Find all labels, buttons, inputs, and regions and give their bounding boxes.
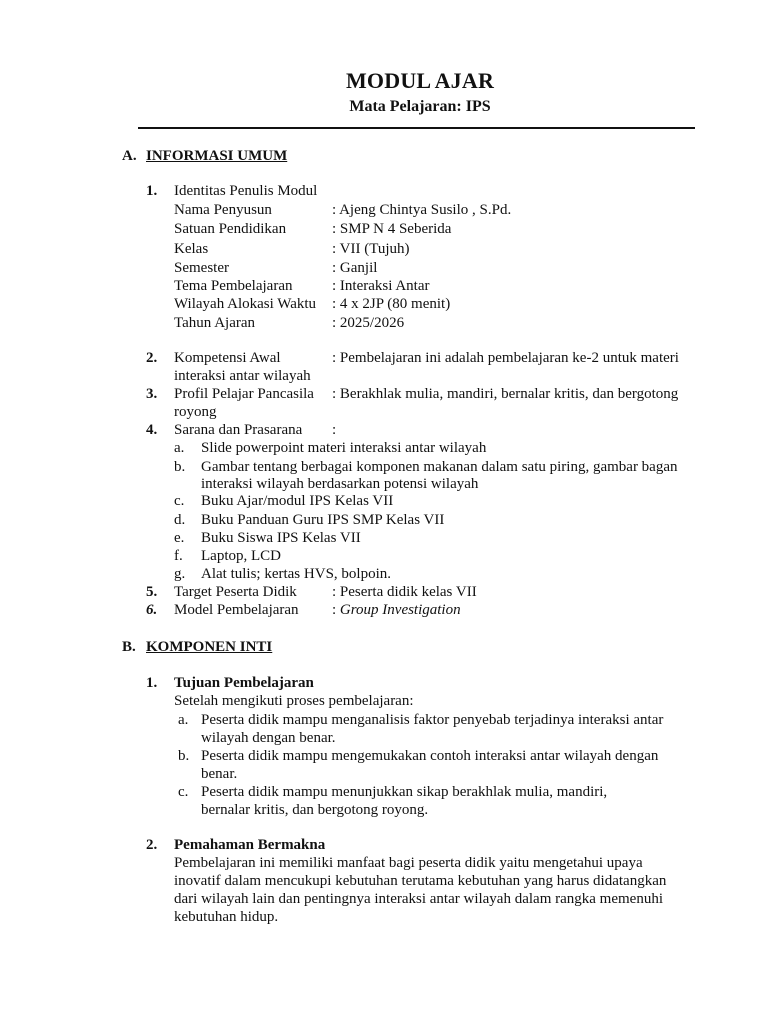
b2-title: Pemahaman Bermakna xyxy=(174,837,326,853)
list-letter: e. xyxy=(174,530,185,546)
item4-number: 4. xyxy=(146,422,158,438)
identity-value: : VII (Tujuh) xyxy=(332,241,410,257)
identity-label: Tahun Ajaran xyxy=(174,315,256,331)
list-item-continuation: benar. xyxy=(201,766,238,782)
item2-continuation: interaksi antar wilayah xyxy=(174,368,311,384)
section-a-letter: A. xyxy=(122,148,137,164)
list-item: Peserta didik mampu menganalisis faktor penyebab terjadinya interaksi antar xyxy=(201,712,664,728)
paragraph-line: inovatif dalam mencukupi kebutuhan terutama kebutuhan yang harus didatangkan xyxy=(174,873,667,889)
list-letter: c. xyxy=(178,784,189,800)
item2-value: : Pembelajaran ini adalah pembelajaran ke-2 untuk materi xyxy=(332,350,679,366)
b1-title: Tujuan Pembelajaran xyxy=(174,675,314,691)
document-title: MODUL AJAR xyxy=(345,68,495,93)
item5-value: : Peserta didik kelas VII xyxy=(332,584,477,600)
item3-number: 3. xyxy=(146,386,158,402)
identity-label: Wilayah Alokasi Waktu xyxy=(174,296,317,312)
title-divider xyxy=(138,127,695,129)
list-letter: c. xyxy=(174,493,185,509)
list-item: Alat tulis; kertas HVS, bolpoin. xyxy=(201,566,391,582)
item2-label: Kompetensi Awal xyxy=(174,350,281,366)
item5-label: Target Peserta Didik xyxy=(174,584,297,600)
identity-value: : Interaksi Antar xyxy=(332,278,430,294)
identity-value: : 4 x 2JP (80 menit) xyxy=(332,296,451,312)
identity-label: Tema Pembelajaran xyxy=(174,278,293,294)
list-item: Buku Siswa IPS Kelas VII xyxy=(201,530,361,546)
item6-colon: : xyxy=(332,602,340,618)
item3-value: : Berakhlak mulia, mandiri, bernalar kritis, dan bergotong xyxy=(332,386,679,402)
item3-continuation: royong xyxy=(174,404,217,420)
list-item: Buku Panduan Guru IPS SMP Kelas VII xyxy=(201,512,445,528)
list-letter: f. xyxy=(174,548,183,564)
document-subtitle: Mata Pelajaran: IPS xyxy=(349,98,491,115)
identity-value: : Ganjil xyxy=(332,260,378,276)
list-letter: b. xyxy=(174,459,186,475)
identity-value: : SMP N 4 Seberida xyxy=(332,221,452,237)
identity-value: : 2025/2026 xyxy=(332,315,405,331)
item3-label: Profil Pelajar Pancasila xyxy=(174,386,314,402)
list-letter: g. xyxy=(174,566,186,582)
list-item: Gambar tentang berbagai komponen makanan dalam satu piring, gambar bagan xyxy=(201,459,678,475)
section-b-heading: KOMPONEN INTI xyxy=(146,639,273,655)
identity-value: : Ajeng Chintya Susilo , S.Pd. xyxy=(332,202,512,218)
paragraph-line: kebutuhan hidup. xyxy=(174,909,279,925)
list-letter: d. xyxy=(174,512,186,528)
item6-label: Model Pembelajaran xyxy=(174,602,299,618)
identity-label: Semester xyxy=(174,260,229,276)
item4-colon: : xyxy=(332,422,337,438)
list-item: Buku Ajar/modul IPS Kelas VII xyxy=(201,493,394,509)
paragraph-line: Pembelajaran ini memiliki manfaat bagi peserta didik yaitu mengetahui upaya xyxy=(174,855,643,871)
list-item: Peserta didik mampu mengemukakan contoh interaksi antar wilayah dengan xyxy=(201,748,659,764)
identity-label: Satuan Pendidikan xyxy=(174,221,287,237)
item4-label: Sarana dan Prasarana xyxy=(174,422,303,438)
section-a-heading: INFORMASI UMUM xyxy=(146,148,288,164)
list-item-continuation: interaksi wilayah berdasarkan potensi wilayah xyxy=(201,476,479,492)
item6-number: 6. xyxy=(146,602,158,618)
identity-label: Kelas xyxy=(174,241,209,257)
item1-title: Identitas Penulis Modul xyxy=(174,183,318,199)
list-letter: a. xyxy=(174,440,185,456)
list-letter: b. xyxy=(178,748,190,764)
identity-label: Nama Penyusun xyxy=(174,202,272,218)
b1-number: 1. xyxy=(146,675,158,691)
item2-number: 2. xyxy=(146,350,158,366)
list-item-continuation: bernalar kritis, dan bergotong royong. xyxy=(201,802,429,818)
list-item-continuation: wilayah dengan benar. xyxy=(201,730,336,746)
b2-number: 2. xyxy=(146,837,158,853)
item6-model-name: Group Investigation xyxy=(339,602,461,618)
item1-number: 1. xyxy=(146,183,158,199)
item5-number: 5. xyxy=(146,584,158,600)
section-b-letter: B. xyxy=(122,639,136,655)
list-item: Peserta didik mampu menunjukkan sikap berakhlak mulia, mandiri, xyxy=(201,784,608,800)
list-item: Slide powerpoint materi interaksi antar wilayah xyxy=(201,440,487,456)
b1-intro: Setelah mengikuti proses pembelajaran: xyxy=(174,693,414,709)
paragraph-line: dari wilayah lain dan pentingnya interaksi antar wilayah dalam rangka memenuhi xyxy=(174,891,663,907)
list-letter: a. xyxy=(178,712,189,728)
item6-value xyxy=(332,601,461,619)
list-item: Laptop, LCD xyxy=(201,548,281,564)
